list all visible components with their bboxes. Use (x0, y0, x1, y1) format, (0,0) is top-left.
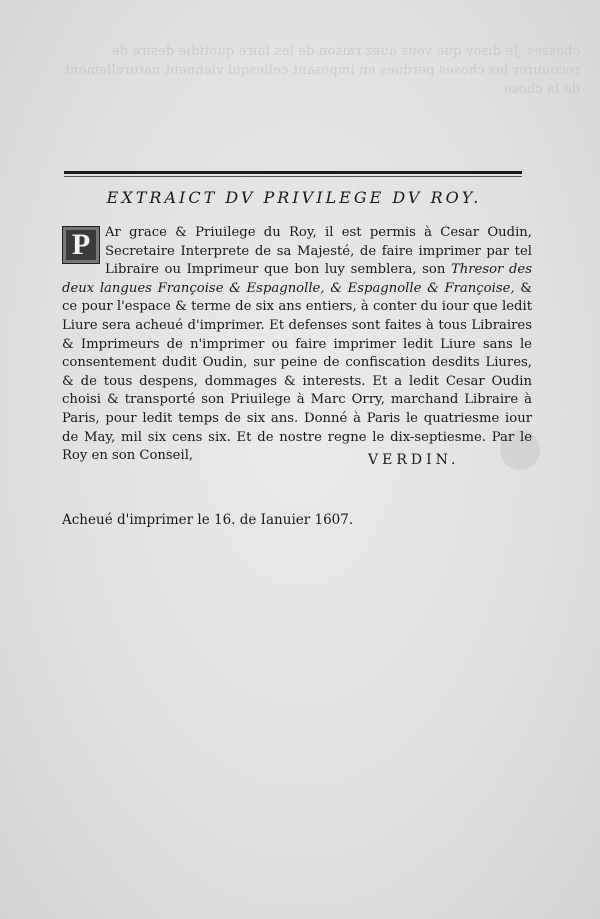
book-title: Thresor des deux langues Françoise & Espagnolle, & Espagnolle & Françoise, (62, 262, 532, 296)
drop-cap: P (62, 226, 100, 264)
signature: VERDIN. (368, 452, 460, 468)
show-through-text: chosses. Je disoy que vous auez raison de les faire quotidie desire de recouurer les choses perdues en imposant cellesqui viennent naturellement de la chose (64, 44, 580, 97)
privilege-paragraph (62, 224, 532, 466)
colophon: Acheué d'imprimer le 16. de Ianuier 1607. (62, 512, 354, 528)
paragraph-part2: & ce pour l'espace & terme de six ans entiers, à conter du iour que ledit Liure sera acheué d'imprimer. Et defenses sont faites à tous Libraires & Imprimeurs de n'imprimer ou faire imprimer ledit Liure sans le consentement dudit Oudin, sur peine de confiscation desdits Liures, & de tous despens, dommages & interests. Et a ledit Cesar Oudin choisi & transporté son Priuilege à Marc Orry, marchand Libraire à Paris, pour ledit temps de six ans. Donné à Paris le quatriesme iour de May, mil six cens six. Et de nostre regne le dix-septiesme. Par le Roy en son Conseil, (62, 280, 532, 464)
paragraph-part1: Ar grace & Priuilege du Roy, il est permis à Cesar Oudin, Secretaire Interprete de sa Majesté, de faire imprimer par tel Libraire ou Imprimeur que bon luy semblera, son (105, 225, 532, 278)
header-rule-thin (64, 176, 522, 177)
header-rule (64, 171, 522, 174)
privilege-heading: EXTRAICT DV PRIVILEGE DV ROY. (106, 188, 482, 207)
